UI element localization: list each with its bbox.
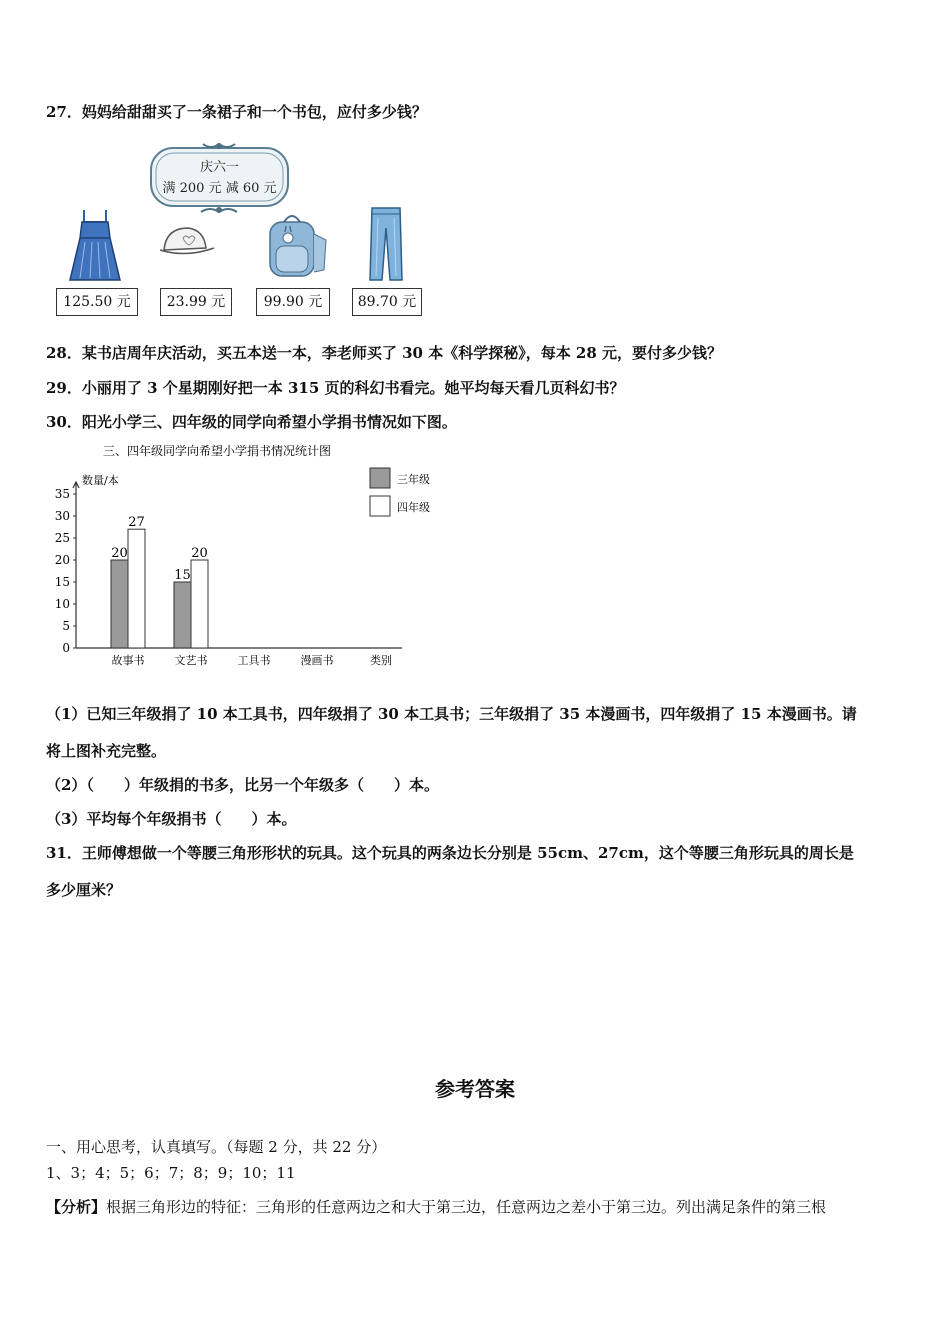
chart-legend-label: 四年级 — [397, 501, 430, 514]
chart-y-label: 数量/本 — [82, 474, 119, 487]
chart-title: 三、四年级同学向希望小学捐书情况统计图 — [103, 444, 332, 458]
analysis-paragraph — [46, 1197, 826, 1217]
chart-y-tick-label: 25 — [54, 531, 70, 545]
chart-y-tick-label: 10 — [54, 597, 70, 611]
dress-image — [68, 208, 122, 282]
donation-bar-chart — [40, 440, 460, 672]
price-tag-dress: 125.50 元 — [56, 288, 138, 316]
q29-text: 29．小丽用了 3 个星期刚好把一本 315 页的科幻书看完。她平均每天看几页科幻书？ — [46, 379, 625, 397]
chart-y-tick-label: 20 — [54, 553, 70, 567]
chart-y-tick-label: 35 — [54, 487, 70, 501]
chart-data-label: 20 — [191, 546, 208, 561]
chart-bar — [191, 560, 208, 648]
chart-bar — [111, 560, 128, 648]
chart-data-label: 27 — [128, 515, 145, 531]
analysis-label: 【分析】 — [46, 1198, 107, 1216]
q30-text: 30．阳光小学三、四年级的同学向希望小学捐书情况如下图。 — [46, 413, 457, 431]
chart-y-tick-label: 15 — [54, 575, 70, 589]
jeans-image — [364, 206, 408, 282]
chart-bar — [128, 529, 145, 648]
chart-legend-label: 三年级 — [397, 473, 430, 486]
q27-text: 27．妈妈给甜甜买了一条裙子和一个书包，应付多少钱？ — [46, 103, 427, 121]
answers-title: 参考答案 — [435, 1077, 515, 1101]
q30-sub1-line2: 将上图补充完整。 — [46, 742, 167, 760]
chart-y-tick-label: 5 — [62, 619, 70, 633]
q30-sub1-line1: （1）已知三年级捐了 10 本工具书，四年级捐了 30 本工具书；三年级捐了 35 本漫画书，四年级捐了 15 本漫画书。请 — [46, 705, 857, 723]
q30-sub3: （3）平均每个年级捐书（ ）本。 — [46, 810, 297, 828]
chart-category-label: 文艺书 — [174, 654, 208, 667]
q31-line1: 31．王师傅想做一个等腰三角形形状的玩具。这个玩具的两条边长分别是 55cm、27cm，这个等腰三角形玩具的周长是 — [46, 844, 854, 862]
cap-image — [156, 222, 218, 262]
chart-category-label: 工具书 — [237, 654, 271, 667]
analysis-text: 根据三角形边的特征：三角形的任意两边之和大于第三边，任意两边之差小于第三边。列出满足条件的第三根 — [106, 1198, 827, 1216]
answers-section-1: 一、用心思考，认真填写。（每题 2 分，共 22 分） — [46, 1138, 387, 1156]
q28-text: 28．某书店周年庆活动，买五本送一本，李老师买了 30 本《科学探秘》，每本 28 元，要付多少钱？ — [46, 344, 723, 362]
answer-1: 1、3；4；5；6；7；8；9；10；11 — [46, 1164, 296, 1182]
chart-y-tick-label: 30 — [54, 509, 70, 523]
q30-sub2: （2）（ ）年级捐的书多，比另一个年级多（ ）本。 — [46, 776, 439, 794]
chart-bar — [174, 582, 191, 648]
chart-x-label: 类别 — [370, 654, 392, 667]
chart-legend-swatch — [370, 468, 390, 488]
chart-y-tick-label: 0 — [62, 641, 70, 655]
backpack-image — [262, 210, 330, 280]
chart-data-label: 15 — [174, 568, 191, 583]
price-tag-jeans: 89.70 元 — [352, 288, 422, 316]
q31-line2: 多少厘米？ — [46, 881, 122, 899]
chart-category-label: 漫画书 — [300, 654, 334, 667]
chart-category-label: 故事书 — [111, 654, 145, 667]
chart-data-label: 20 — [111, 546, 128, 561]
price-tag-backpack: 99.90 元 — [256, 288, 330, 316]
banner-line-1: 庆六一 — [199, 160, 239, 175]
banner-line-2: 满 200 元 减 60 元 — [162, 181, 277, 196]
chart-legend-swatch — [370, 496, 390, 516]
price-tag-cap: 23.99 元 — [160, 288, 232, 316]
